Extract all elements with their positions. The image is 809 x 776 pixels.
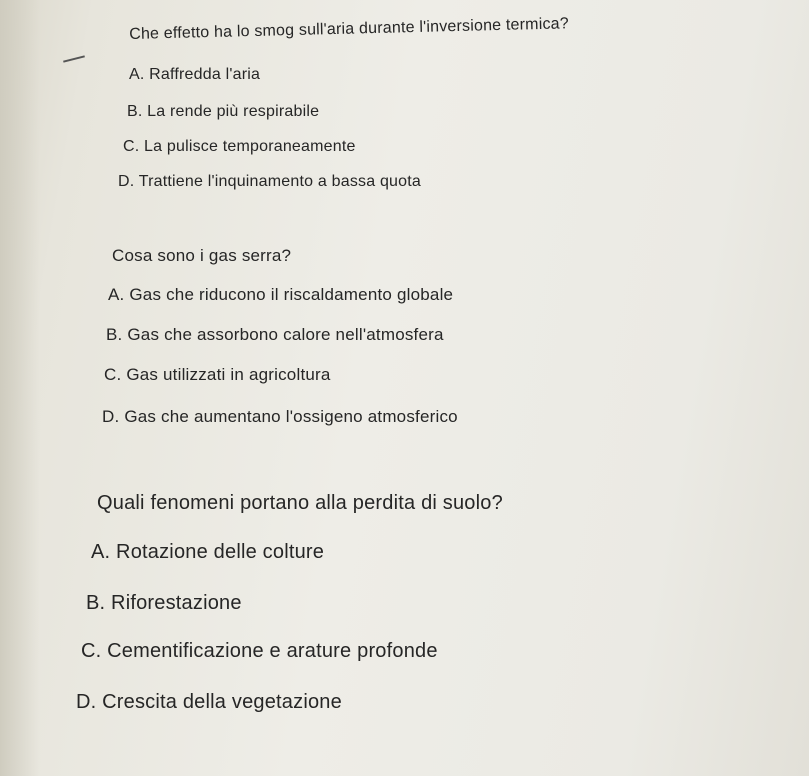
question-1-option-b[interactable]: B. La rende più respirabile [127, 103, 320, 120]
pen-mark [63, 55, 85, 62]
question-2-text: Cosa sono i gas serra? [112, 246, 292, 265]
page-edge-shadow [0, 0, 40, 776]
question-2-option-a[interactable]: A. Gas che riducono il riscaldamento globale [108, 285, 454, 304]
question-1-option-a[interactable]: A. Raffredda l'aria [129, 66, 261, 83]
question-3-option-b[interactable]: B. Riforestazione [86, 592, 242, 614]
question-3-text: Quali fenomeni portano alla perdita di suolo? [97, 492, 503, 514]
question-3-option-d[interactable]: D. Crescita della vegetazione [76, 691, 342, 713]
question-2-option-b[interactable]: B. Gas che assorbono calore nell'atmosfera [106, 325, 444, 344]
question-1-option-d[interactable]: D. Trattiene l'inquinamento a bassa quota [118, 173, 421, 190]
question-1-text: Che effetto ha lo smog sull'aria durante l'inversione termica? [129, 15, 570, 43]
question-1-option-c[interactable]: C. La pulisce temporaneamente [123, 138, 356, 155]
question-3-option-c[interactable]: C. Cementificazione e arature profonde [81, 640, 438, 662]
question-2-option-c[interactable]: C. Gas utilizzati in agricoltura [104, 365, 331, 384]
question-2-option-d[interactable]: D. Gas che aumentano l'ossigeno atmosferico [102, 407, 458, 426]
question-3-option-a[interactable]: A. Rotazione delle colture [91, 541, 325, 563]
